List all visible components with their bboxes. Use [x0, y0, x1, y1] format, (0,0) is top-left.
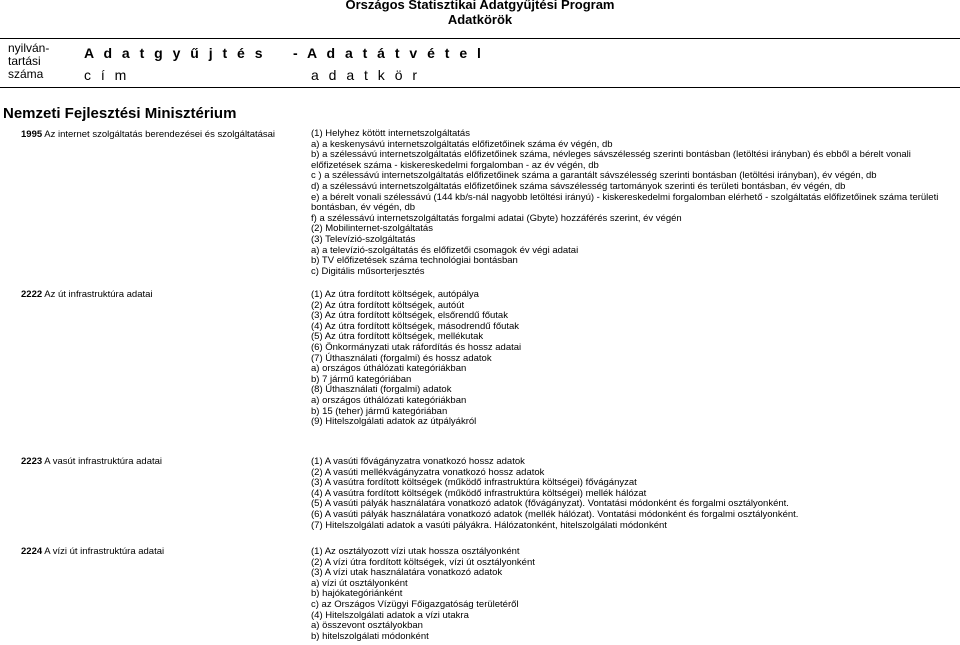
- section-2223-items: [311, 457, 951, 531]
- header-transfer-label: - A d a t á t v é t e l: [293, 45, 484, 61]
- header-datascope-label: a d a t k ö r: [311, 67, 421, 83]
- section-2224-header: [21, 546, 164, 557]
- list-item: b) hajókategóriánként: [311, 588, 403, 600]
- list-item: c) Digitális műsorterjesztés: [311, 265, 425, 277]
- list-item: (3) A vízi utak használatára vonatkozó adatok: [311, 567, 503, 579]
- list-item: (2) A vízi útra fordított költségek, vízi út osztályonként: [311, 556, 535, 568]
- list-item: (9) Hitelszolgálati adatok az útpályákról: [311, 416, 477, 428]
- page-subtitle: Adatkörök: [447, 12, 513, 27]
- list-item: b) TV előfizetések száma technológiai bontásban: [311, 255, 518, 267]
- list-item: (4) Hitelszolgálati adatok a vízi utakra: [311, 609, 469, 621]
- list-item: (1) A vasúti fővágányzatra vonatkozó hossz adatok: [311, 456, 525, 467]
- section-1995-items: [311, 129, 951, 277]
- header-id-label-2: tartási: [8, 54, 41, 68]
- list-item: (3) Az útra fordított költségek, elsőrendű főutak: [311, 310, 508, 322]
- list-item: a) összevont osztályokban: [311, 620, 423, 632]
- section-2222-header: [21, 289, 153, 300]
- section-title: Az internet szolgáltatás berendezései és szolgáltatásai: [44, 129, 276, 140]
- section-code: 2224: [21, 546, 43, 557]
- list-item: (6) A vasúti pályák használatára vonatkozó adatok (mellék hálózat). Vontatási módonként és forgalmi osztályonként.: [311, 508, 799, 520]
- list-item: a) a televízió-szolgáltatás és előfizetői csomagok év végi adatai: [311, 244, 579, 256]
- list-item: (1) Az osztályozott vízi utak hossza osztályonként: [311, 546, 520, 557]
- section-code: 1995: [21, 129, 43, 140]
- section-1995-header: [21, 129, 275, 140]
- list-item: b) 7 jármű kategóriában: [311, 373, 412, 385]
- section-code: 2222: [21, 289, 43, 300]
- list-item: (3) A vasútra fordított költségek (működő infrastruktúra költségei) fővágányzat: [311, 477, 637, 489]
- list-item: (8) Úthasználati (forgalmi) adatok: [311, 384, 452, 396]
- list-item: e) a bérelt vonali szélessávú (144 kb/s-nál nagyobb letöltési irányú) - kiskereskedelmi forgalomban elérhető - szolgáltatás előfizetőinek száma területi bontásban, év végén, db: [311, 191, 939, 214]
- list-item: (4) Az útra fordított költségek, másodrendű főutak: [311, 320, 520, 332]
- list-item: (6) Önkormányzati utak ráfordítás és hossz adatai: [311, 341, 522, 353]
- list-item: a) országos úthálózati kategóriákban: [311, 394, 467, 406]
- list-item: (1) Az útra fordított költségek, autópálya: [311, 289, 479, 300]
- section-code: 2223: [21, 456, 43, 467]
- header-id-label-3: száma: [8, 67, 44, 81]
- list-item: (5) Az útra fordított költségek, mellékutak: [311, 331, 484, 343]
- list-item: c ) a szélessávú internetszolgáltatás előfizetőinek száma a garantált sávszélesség szerinti bontásban (letöltési irányban), év végén, db: [311, 170, 877, 182]
- list-item: (3) Televízió-szolgáltatás: [311, 233, 416, 245]
- list-item: (1) Helyhez kötött internetszolgáltatás: [311, 128, 470, 139]
- list-item: (2) Mobilinternet-szolgáltatás: [311, 223, 433, 235]
- list-item: (4) A vasútra fordított költségek (működő infrastruktúra költségei) mellék hálózat: [311, 487, 647, 499]
- list-item: (7) Hitelszolgálati adatok a vasúti pályákra. Hálózatonként, hitelszolgálati módonként: [311, 519, 667, 531]
- list-item: (2) Az útra fordított költségek, autóút: [311, 299, 465, 311]
- list-item: d) a szélessávú internetszolgáltatás előfizetőinek száma sávszélesség tartományok szerinti és területi bontásban, év végén, db: [311, 180, 846, 192]
- list-item: a) a keskenysávú internetszolgáltatás előfizetőinek száma év végén, db: [311, 138, 613, 150]
- section-2222-items: [311, 290, 951, 428]
- section-title: A vasút infrastruktúra adatai: [44, 456, 163, 467]
- section-title: Az út infrastruktúra adatai: [44, 289, 153, 300]
- list-item: b) a szélessávú internetszolgáltatás előfizetőinek száma, névleges sávszélesség szerinti bontásban (letöltési irányban) és ebből a bérelt vonali előfizetések száma - kiskereskedelmi forgalomban - az év végén, db: [311, 149, 911, 171]
- list-item: a) országos úthálózati kategóriákban: [311, 363, 467, 375]
- header-collection-label: A d a t g y ű j t é s: [84, 45, 266, 61]
- header-title-label: c í m: [84, 67, 130, 83]
- list-item: c) az Országos Vízügyi Főigazgatóság területéről: [311, 598, 519, 610]
- list-item: b) hitelszolgálati módonként: [311, 630, 429, 642]
- section-title: A vízi út infrastruktúra adatai: [44, 546, 165, 557]
- list-item: (7) Úthasználati (forgalmi) és hossz adatok: [311, 352, 492, 364]
- page-title: Országos Statisztikai Adatgyűjtési Program: [345, 0, 615, 12]
- list-item: f) a szélessávú internetszolgáltatás forgalmi adatai (Gbyte) hozzáférés szerint, év végén: [311, 212, 682, 224]
- ministry-heading: Nemzeti Fejlesztési Minisztérium: [3, 105, 237, 122]
- section-2224-items: [311, 547, 951, 642]
- list-item: b) 15 (teher) jármű kategóriában: [311, 405, 448, 417]
- header-id-label-1: nyilván-: [8, 41, 50, 55]
- list-item: (2) A vasúti mellékvágányzatra vonatkozó hossz adatok: [311, 466, 545, 478]
- section-2223-header: [21, 456, 162, 467]
- list-item: (5) A vasúti pályák használatára vonatkozó adatok (fővágányzat). Vontatási módonként és forgalmi osztályonként.: [311, 498, 789, 510]
- list-item: a) vízi út osztályonként: [311, 577, 408, 589]
